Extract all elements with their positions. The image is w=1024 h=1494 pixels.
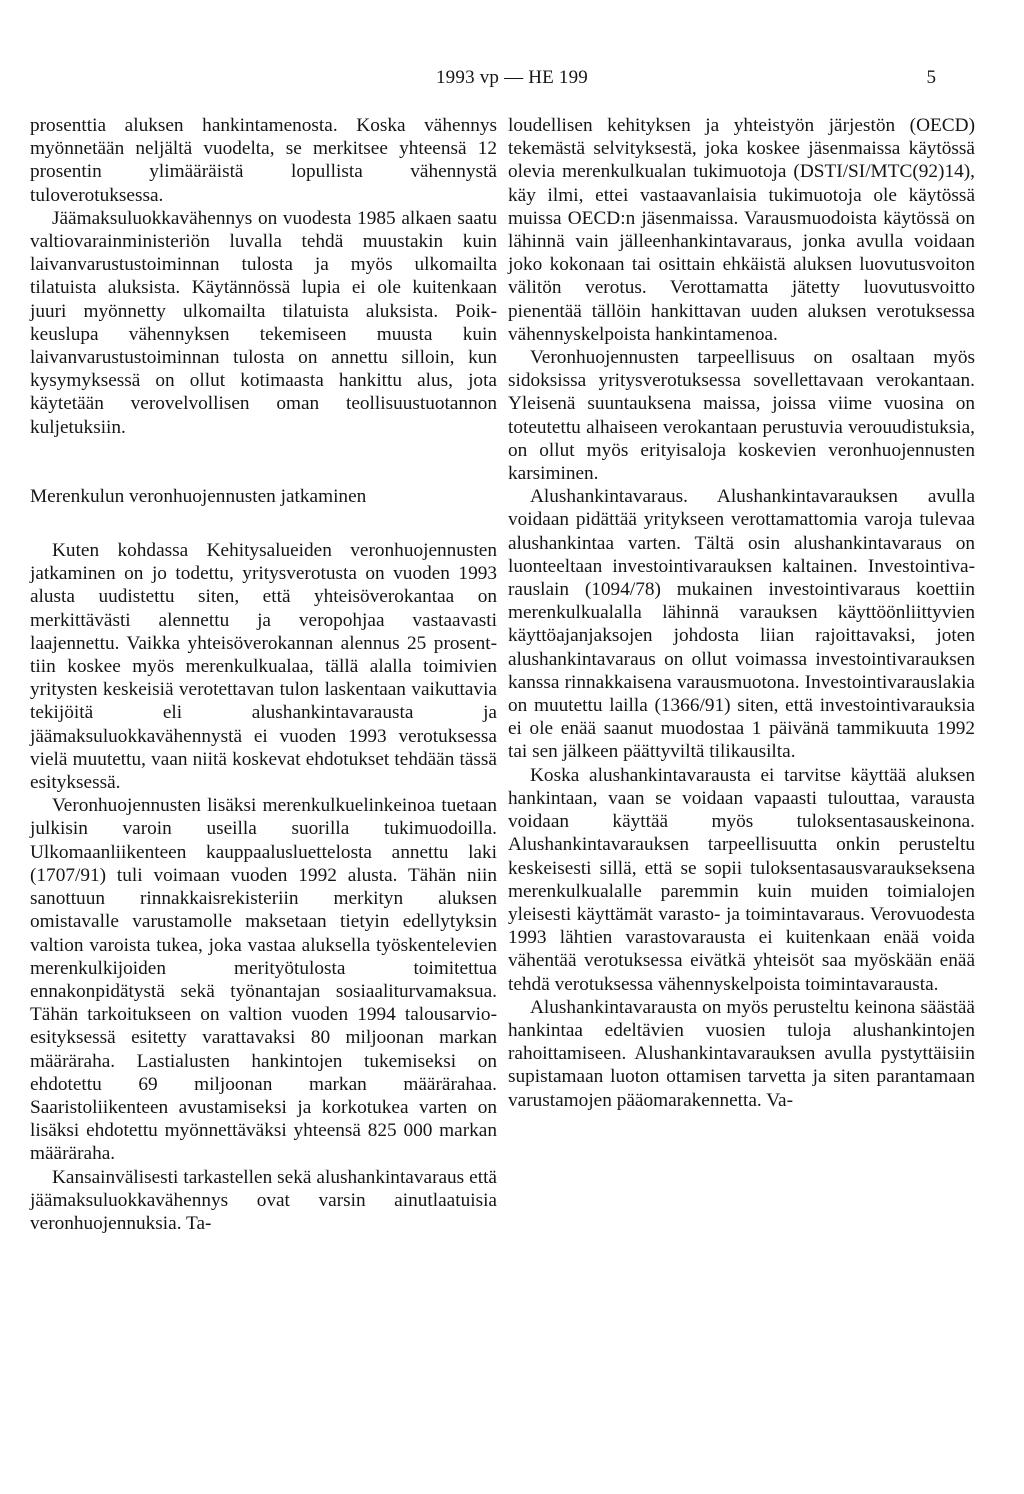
paragraph: prosenttia aluksen hankintamenosta. Koska vähennys myönnetään neljältä vuodelta, se merkitsee yhteensä 12 prosentin ylimääräistä lopullista vähennystä tuloverotuksessa. xyxy=(30,115,497,206)
paragraph: Jäämaksuluokkavähennys on vuodesta 1985 alkaen saatu valtiovarainministeriön luvalla tehdä muustakin kuin laivanvarustustoiminnan tulosta ja myös ulkomailta tilatuista aluksista. Käytännössä lupia ei ole kuitenkaan juuri myönnetty ulkomailta tilatuista aluksista. Poikkeuslupa vähennyksen tekemiseen muusta kuin laivanvarustustoiminnan tulosta on annettu silloin, kun kysymyksessä on ollut kotimaasta hankittu alus, jota käytetään verovelvollisen oman teollisuustuotannon kuljetuksiin. xyxy=(30,207,497,438)
page-number: 5 xyxy=(926,67,936,88)
paragraph: Alushankintavarausta on myös perusteltu keinona säästää hankintaa edeltävien vuosien tuloja alushankintojen rahoittamiseen. Alushankintavarauksen avulla pystyttäisiin supistamaan luoton ottamisen tarvetta ja siten parantamaan varustamojen pääomarakennetta. Va- xyxy=(508,996,975,1111)
left-column xyxy=(30,114,497,1235)
paragraph: loudellisen kehityksen ja yhteistyön järjestön (OECD) tekemästä selvityksestä, joka koskee jäsenmaissa käytössä olevia merenkulkualan tukimuotoja (DSTI/SI/MTC(92)14), käy ilmi, ettei vastaavanlaisia tukimuotoja ole käytössä muissa OECD:n jäsenmaissa. Varausmuodoista käytössä on lähinnä vain jälleenhankintavaraus, jonka avulla voidaan joko kokonaan tai osittain ehkäistä aluksen luovutusvoiton välitön verotus. Verottamatta jätetty luovutusvoitto pienentää tällöin hankittavan uuden aluksen verotuksessa vähennyskelpoista hankintamenoa. xyxy=(508,115,975,345)
paragraph: Alushankintavaraus. Alushankintavarauksen avulla voidaan pidättää yritykseen verottamattomia varoja tulevaa alushankintaa varten. Tältä osin alushankintavaraus on luonteeltaan investointivarauksen kaltainen. Investointivarauslain (1094/78) mukainen investointivaraus koettiin merenkulkualalla lähinnä varauksen käyttöönliittyvien käyttöajanjaksojen johdosta liian rajoittavaksi, joten alushankintavaraus on ollut voimassa investointivarauksen kanssa rinnakkaisena varausmuotona. Investointivarauslakia on muutettu lailla (1366/91) siten, että investointivarauksia ei ole enää saanut muodostaa 1 päivänä tammikuuta 1992 tai sen jälkeen päättyviltä tilikausilta. xyxy=(508,486,975,763)
paragraph: Kansainvälisesti tarkastellen sekä alushankintavaraus että jäämaksuluokkavähennys ovat varsin ainutlaatuisia veronhuojennuksia. Ta- xyxy=(30,1166,497,1234)
paragraph: Kuten kohdassa Kehitysalueiden veronhuojennusten jatkaminen on jo todettu, yritysverotusta on vuoden 1993 alusta uudistettu siten, että yhteisöverokantaa on merkittävästi alennettu ja veropohjaa vastaavasti laajennettu. Vaikka yhteisöverokannan alennus 25 prosenttiin koskee myös merenkulkualaa, tällä alalla toimivien yritysten keskeisiä verotettavan tulon laskentaan vaikuttavia tekijöitä eli alushankintavarausta ja jäämaksuluokkavähennystä ei vuoden 1993 verotuksessa vielä muutettu, vaan niitä koskevat ehdotukset tehdään tässä esityksessä. xyxy=(30,540,497,794)
paragraph: Koska alushankintavarausta ei tarvitse käyttää aluksen hankintaan, vaan se voidaan vapaasti tulouttaa, varausta voidaan käyttää myös tuloksentasauskeinona. Alushankintavarauksen tarpeellisuutta onkin perusteltu keskeisesti sillä, että se sopii tuloksentasausvaraukseksena merenkulkualalle paremmin kuin muiden toimialojen yleisesti käyttämät varasto- ja toimintavaraus. Verovuodesta 1993 lähtien varastovarausta ei kuitenkaan enää voida vähentää verotuksessa eivätkä yhteisöt saa myöskään enää tehdä verotuksessa vähennyskelpoista toimintavarausta. xyxy=(508,764,975,995)
paragraph: Veronhuojennusten lisäksi merenkulkuelinkeinoa tuetaan julkisin varoin useilla suorilla tukimuodoilla. Ulkomaanliikenteen kauppaalusluettelosta annettu laki (1707/91) tuli voimaan vuoden 1992 alusta. Tähän niin sanottuun rinnakkaisrekisteriin merkityn aluksen omistavalle varustamolle maksetaan tietyin edellytyksin valtion varoista tukea, joka vastaa aluksella työskentelevien merenkulkijoiden merityötulosta toimitettua ennakonpidätystä sekä työnantajan sosiaaliturvamaksua. Tähän tarkoitukseen on valtion vuoden 1994 talousarvioesityksessä esitetty varattavaksi 80 miljoonan markan määräraha. Lastialusten hankintojen tukemiseksi on ehdotettu 69 miljoonan markan määrärahaa. Saaristoliikenteen avustamiseksi ja korkotukea varten on lisäksi ehdotettu myönnettäväksi yhteensä 825 000 markan määräraha. xyxy=(30,795,497,1165)
page-header xyxy=(0,66,1024,90)
section-heading: Merenkulun veronhuojennusten jatkaminen xyxy=(30,485,367,507)
paragraph: Veronhuojennusten tarpeellisuus on osaltaan myös sidoksissa yritysverotuksessa sovellettavaan verokantaan. Yleisenä suuntauksena maissa, joissa viime vuosina on toteutettu alhaiseen verokantaan perustuvia verouudistuksia, on ollut myös erityisaloja koskevien veronhuojennusten karsiminen. xyxy=(508,347,975,485)
running-title: 1993 vp — HE 199 xyxy=(435,67,589,88)
right-column xyxy=(508,114,975,1112)
